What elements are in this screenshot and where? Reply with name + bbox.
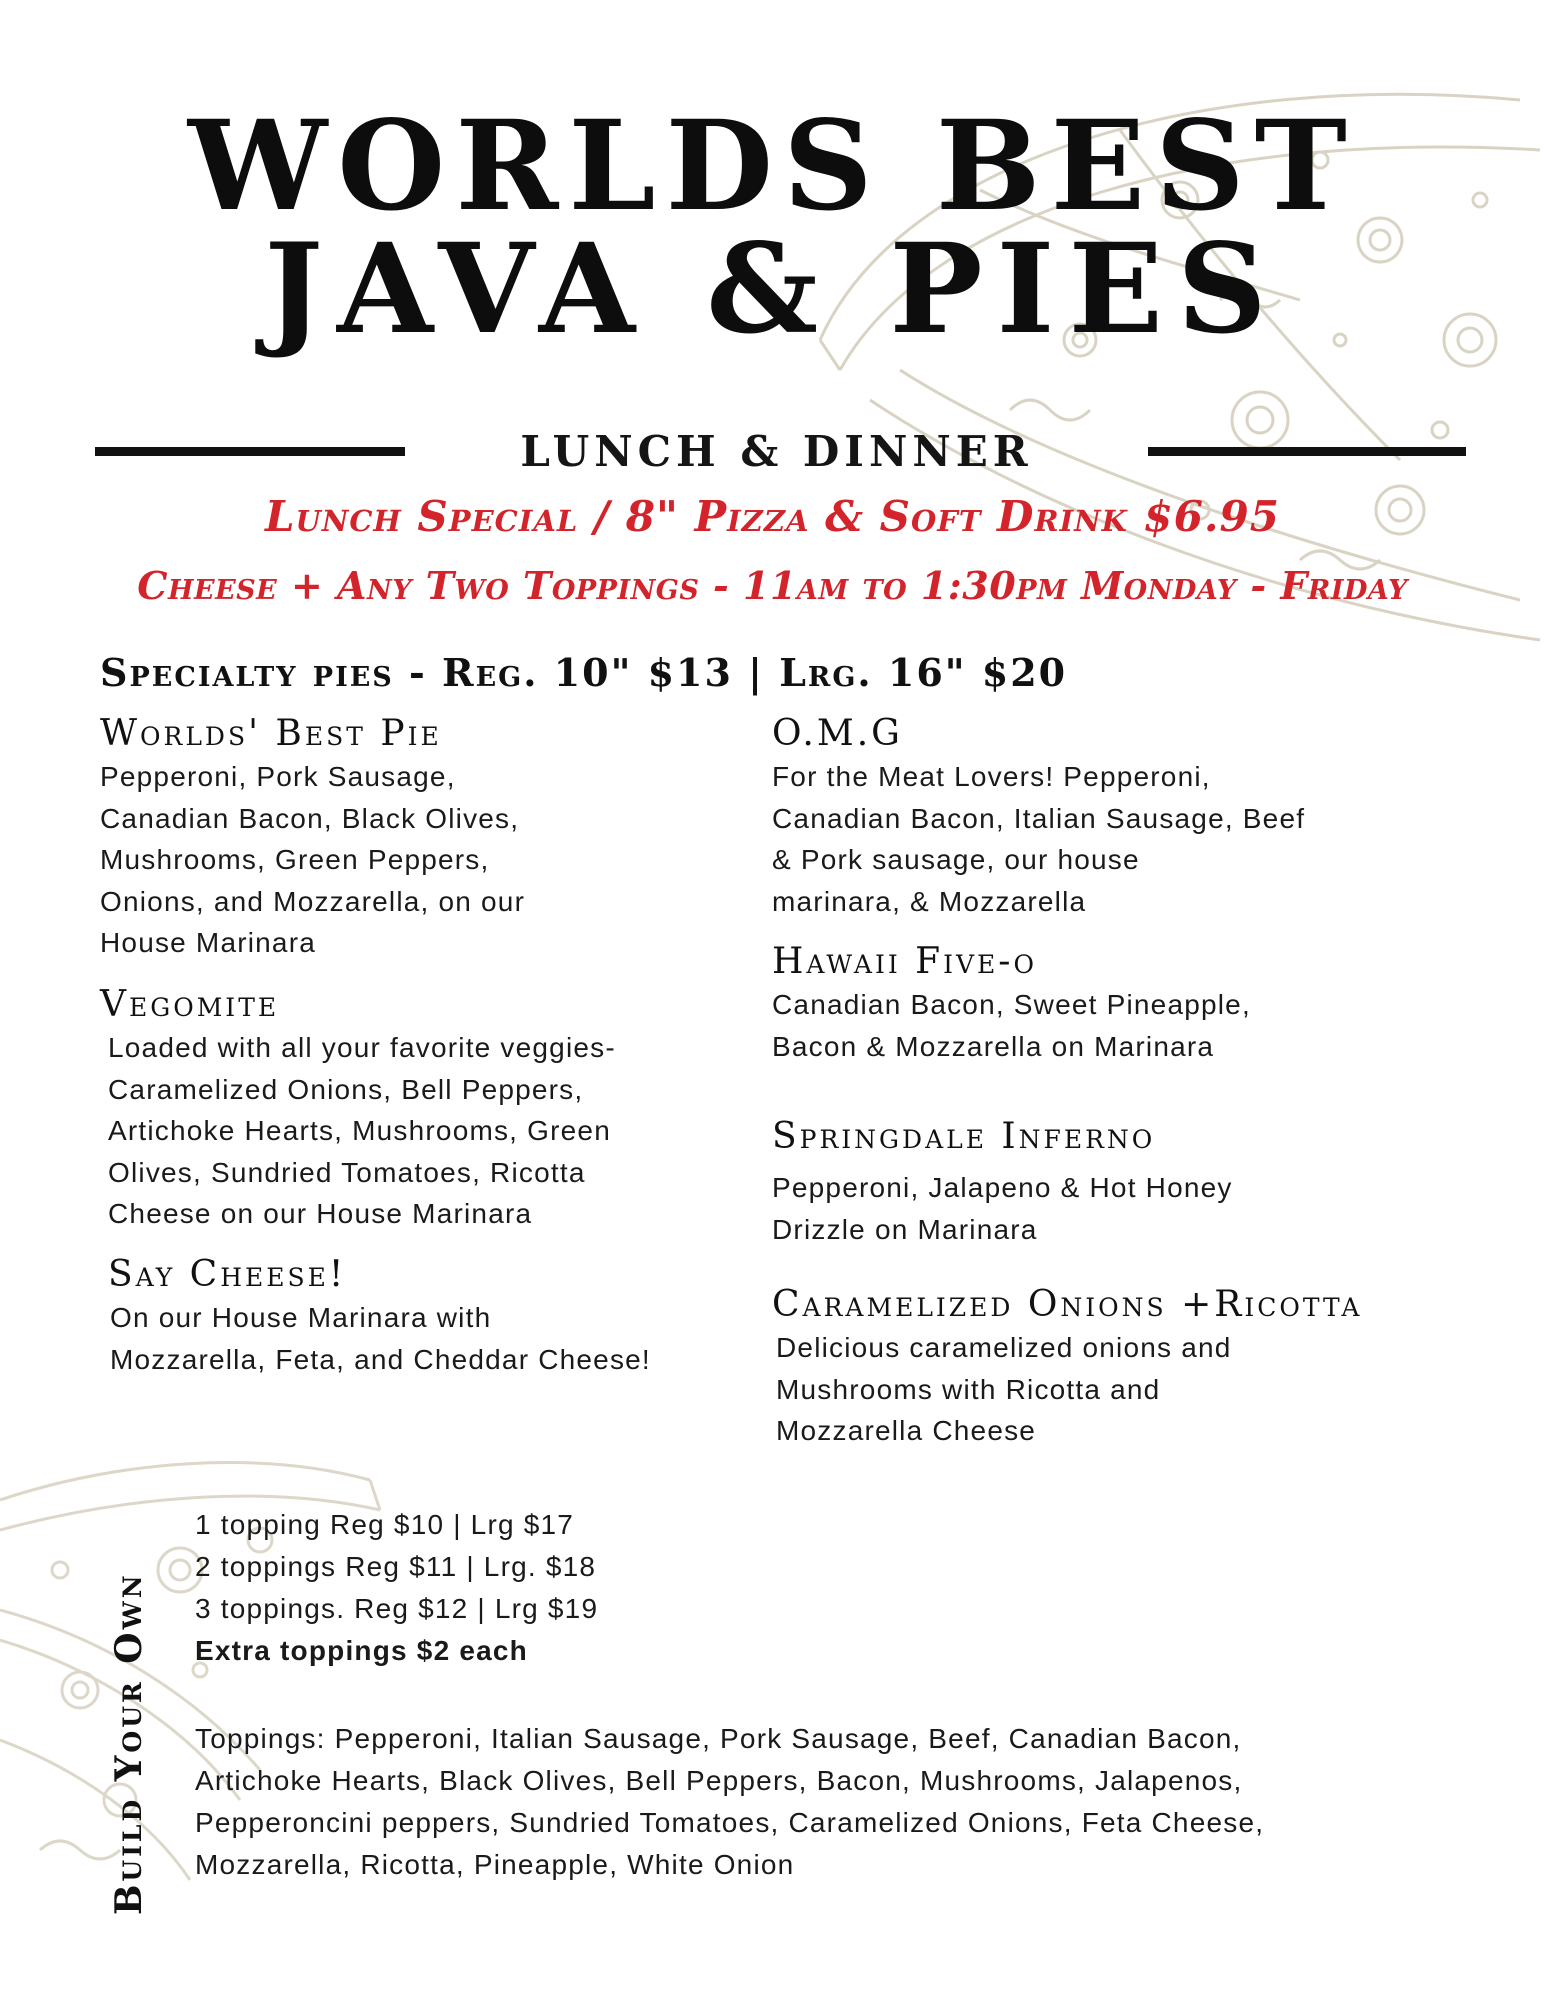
menu-item-description [110, 1297, 651, 1380]
menu-item-description [772, 984, 1251, 1067]
menu-item-description [776, 1327, 1362, 1452]
toppings-line: Artichoke Hearts, Black Olives, Bell Peppers, Bacon, Mushrooms, Jalapenos, [195, 1765, 1243, 1796]
toppings-line: Toppings: Pepperoni, Italian Sausage, Pork Sausage, Beef, Canadian Bacon, [195, 1723, 1242, 1754]
menu-item [100, 712, 525, 964]
menu-item-name: O.M.G [772, 713, 903, 754]
desc-line: Artichoke Hearts, Mushrooms, Green [108, 1115, 611, 1146]
menu-item [772, 1283, 1362, 1452]
desc-line: Drizzle on Marinara [772, 1213, 1038, 1245]
desc-line: Onions, and Mozzarella, on our [100, 885, 526, 917]
desc-line: Loaded with all your favorite veggies- [108, 1032, 616, 1063]
restaurant-title-line1: WORLDS BEST [188, 94, 1357, 239]
price-line: 3 toppings. Reg $12 | Lrg $19 [195, 1593, 599, 1624]
desc-line: Pepperoni, Pork Sausage, [100, 761, 456, 792]
desc-line: Mushrooms with Ricotta and [776, 1373, 1161, 1405]
menu-item-name: Vegomite [100, 984, 280, 1025]
desc-line: marinara, & Mozzarella [772, 885, 1087, 917]
menu-item-name: Hawaii Five-o [772, 941, 1037, 982]
build-your-own-label: Build Your Own [108, 1572, 150, 1915]
desc-line: Caramelized Onions, Bell Peppers, [108, 1073, 584, 1105]
menu-item-description [772, 1167, 1233, 1250]
divider-left [95, 447, 405, 456]
menu-item [772, 940, 1251, 1067]
price-line: 2 toppings Reg $11 | Lrg. $18 [195, 1551, 597, 1582]
desc-line: Delicious caramelized onions and [776, 1332, 1232, 1363]
menu-item-description [100, 756, 525, 964]
menu-item [772, 712, 1305, 922]
section-subtitle: LUNCH & DINNER [520, 427, 1033, 476]
menu-item-description [772, 756, 1305, 922]
menu-item-name: Say Cheese! [108, 1254, 347, 1295]
toppings-line: Pepperoncini peppers, Sundried Tomatoes, Caramelized Onions, Feta Cheese, [195, 1807, 1265, 1838]
desc-line: Canadian Bacon, Sweet Pineapple, [772, 989, 1251, 1020]
divider-right [1148, 447, 1466, 456]
menu-item [100, 983, 616, 1235]
specialty-pies-header: Specialty pies - Reg. 10" $13 | Lrg. 16" $20 [100, 650, 1068, 695]
menu-item [772, 1115, 1233, 1250]
desc-line: & Pork sausage, our house [772, 844, 1140, 875]
build-your-own-prices [195, 1504, 598, 1672]
desc-line: Olives, Sundried Tomatoes, Ricotta [108, 1156, 586, 1188]
toppings-list [195, 1718, 1485, 1886]
desc-line: Mushrooms, Green Peppers, [100, 844, 490, 875]
toppings-line: Mozzarella, Ricotta, Pineapple, White Onion [195, 1849, 795, 1880]
desc-line: Cheese on our House Marinara [108, 1198, 533, 1229]
desc-line: Mozzarella Cheese [776, 1415, 1037, 1446]
menu-item-name: Caramelized Onions +Ricotta [772, 1284, 1363, 1325]
desc-line: Pepperoni, Jalapeno & Hot Honey [772, 1172, 1233, 1203]
menu-item [108, 1253, 651, 1380]
restaurant-title-line2: JAVA & PIES [264, 217, 1281, 362]
menu-item-description [108, 1027, 616, 1235]
desc-line: Bacon & Mozzarella on Marinara [772, 1030, 1215, 1062]
menu-item-name: Springdale Inferno [772, 1116, 1156, 1157]
desc-line: On our House Marinara with [110, 1302, 492, 1333]
desc-line: For the Meat Lovers! Pepperoni, [772, 761, 1211, 792]
desc-line: Canadian Bacon, Black Olives, [100, 802, 520, 834]
extra-toppings-price: Extra toppings $2 each [195, 1635, 528, 1666]
price-line: 1 topping Reg $10 | Lrg $17 [195, 1509, 575, 1540]
lunch-special-line2: Cheese + Any Two Toppings - 11am to 1:30pm Monday - Friday [137, 563, 1408, 608]
desc-line: Canadian Bacon, Italian Sausage, Beef [772, 802, 1306, 834]
menu-item-name: Worlds' Best Pie [100, 713, 442, 754]
desc-line: House Marinara [100, 927, 316, 958]
lunch-special-line1: Lunch Special / 8" Pizza & Soft Drink $6.95 [265, 492, 1280, 541]
desc-line: Mozzarella, Feta, and Cheddar Cheese! [110, 1343, 651, 1375]
